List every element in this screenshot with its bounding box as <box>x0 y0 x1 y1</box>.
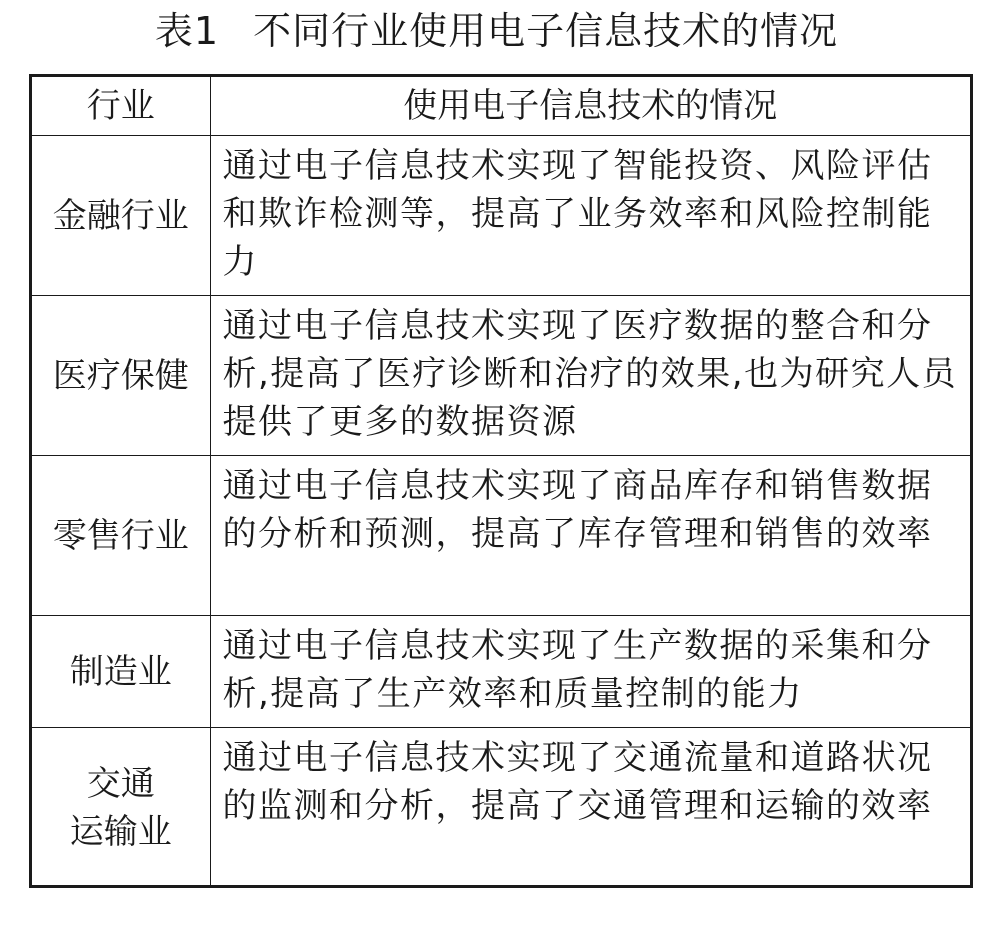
industry-line: 运输业 <box>69 811 172 852</box>
description-cell: 通过电子信息技术实现了生产数据的采集和分析,提高了生产效率和质量控制的能力 <box>210 616 970 728</box>
table-row <box>32 456 970 616</box>
table-caption <box>0 6 993 56</box>
table-row <box>32 616 970 728</box>
header-usage: 使用电子信息技术的情况 <box>210 77 970 136</box>
description-cell: 通过电子信息技术实现了商品库存和销售数据的分析和预测，提高了库存管理和销售的效率 <box>210 456 970 616</box>
industry-cell: 制造业 <box>32 616 210 728</box>
table-number: 表1 <box>154 9 220 53</box>
header-industry: 行业 <box>32 77 210 136</box>
industry-table <box>29 74 973 888</box>
industry-cell <box>32 728 210 888</box>
table-row <box>32 728 970 888</box>
industry-cell: 金融行业 <box>32 136 210 296</box>
description-cell: 通过电子信息技术实现了交通流量和道路状况的监测和分析，提高了交通管理和运输的效率 <box>210 728 970 888</box>
description-cell: 通过电子信息技术实现了智能投资、风险评估和欺诈检测等，提高了业务效率和风险控制能力 <box>210 136 970 296</box>
industry-cell: 零售行业 <box>32 456 210 616</box>
industry-line: 交通 <box>86 763 155 804</box>
description-cell: 通过电子信息技术实现了医疗数据的整合和分析,提高了医疗诊断和治疗的效果,也为研究人员提供了更多的数据资源 <box>210 296 970 456</box>
table-row <box>32 296 970 456</box>
table-header-row <box>32 77 970 136</box>
table-title: 不同行业使用电子信息技术的情况 <box>253 9 839 53</box>
industry-cell: 医疗保健 <box>32 296 210 456</box>
table-row <box>32 136 970 296</box>
